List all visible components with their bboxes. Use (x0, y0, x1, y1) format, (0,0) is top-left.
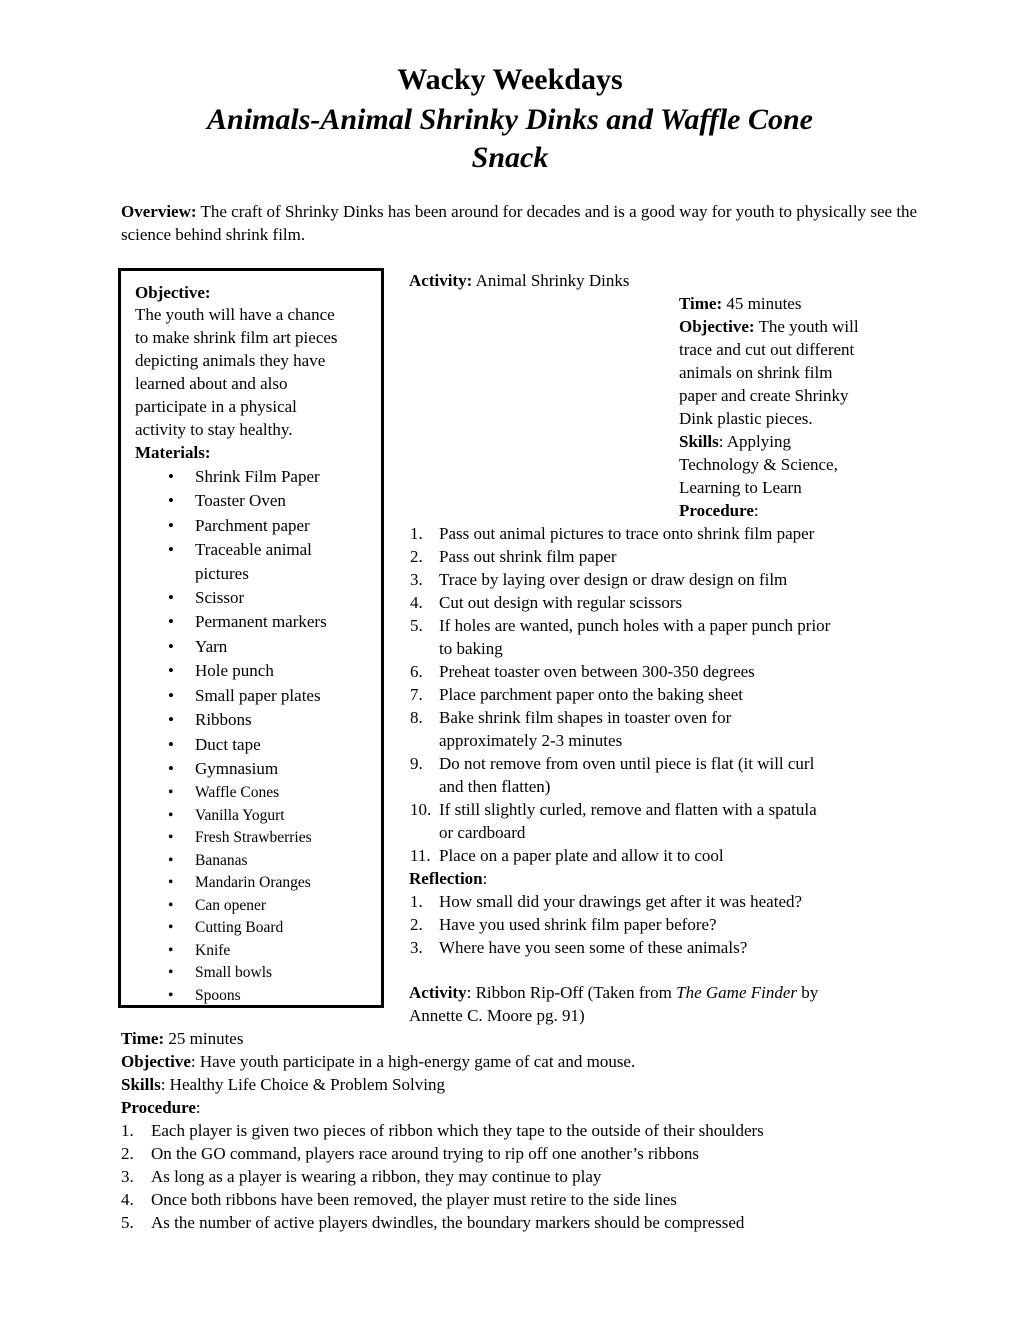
activity1-objective-line: Dink plastic pieces. (679, 409, 813, 428)
activity1-skills-line: Learning to Learn (679, 478, 802, 497)
sidebar-objective-line: activity to stay healthy. (135, 420, 293, 439)
reflection-question: 1. How small did your drawings get after it was heated? (410, 892, 803, 911)
material-item: • Waffle Cones (168, 784, 280, 801)
activity2-procedure-label: Procedure: (121, 1098, 201, 1117)
material-item: • Vanilla Yogurt (168, 807, 285, 824)
activity1-heading: Activity: Animal Shrinky Dinks (409, 271, 630, 290)
material-item: • Ribbons (168, 710, 252, 729)
procedure-step: 9. Do not remove from oven until piece is flat (it will curl (410, 754, 815, 773)
material-item: • Cutting Board (168, 919, 284, 936)
overview-text: The craft of Shrinky Dinks has been around for decades and is a good way for youth to physically see the science behind shrink film. (121, 202, 918, 244)
procedure-step-continued: approximately 2-3 minutes (439, 731, 623, 750)
procedure-step: 2. Pass out shrink film paper (410, 547, 617, 566)
procedure-step: 6. Preheat toaster oven between 300-350 degrees (410, 662, 755, 681)
material-item: • Mandarin Oranges (168, 874, 311, 891)
activity2-heading-continued: Annette C. Moore pg. 91) (409, 1006, 585, 1025)
material-item: • Toaster Oven (168, 491, 286, 510)
overview-paragraph (121, 200, 921, 246)
material-item: • Permanent markers (168, 612, 327, 631)
material-item: • Scissor (168, 588, 245, 607)
procedure-step: 5. As the number of active players dwindles, the boundary markers should be compressed (121, 1213, 745, 1232)
procedure-step: 1. Pass out animal pictures to trace onto shrink film paper (410, 524, 815, 543)
sidebar-objective-line: depicting animals they have (135, 351, 326, 370)
activity2-time: Time: 25 minutes (121, 1029, 244, 1048)
procedure-step: 3. As long as a player is wearing a ribbon, they may continue to play (121, 1167, 602, 1186)
procedure-step: 5. If holes are wanted, punch holes with a paper punch prior (410, 616, 831, 635)
activity1-skills: Skills: Applying (679, 432, 791, 451)
reflection-question: 3. Where have you seen some of these animals? (410, 938, 748, 957)
material-item: • Duct tape (168, 735, 261, 754)
material-item: • Knife (168, 942, 231, 959)
procedure-step: 3. Trace by laying over design or draw design on film (410, 570, 788, 589)
procedure-step: 8. Bake shrink film shapes in toaster oven for (410, 708, 732, 727)
activity1-objective-line: paper and create Shrinky (679, 386, 849, 405)
material-item: • Traceable animal (168, 540, 312, 559)
activity2-objective: Objective: Have youth participate in a high-energy game of cat and mouse. (121, 1052, 636, 1071)
activity1-procedure-label: Procedure: (679, 501, 759, 520)
page-title: Wacky Weekdays (397, 63, 623, 96)
material-item: • Spoons (168, 987, 241, 1004)
procedure-step: 4. Cut out design with regular scissors (410, 593, 683, 612)
book-title: The Game Finder (676, 983, 798, 1002)
procedure-step-continued: to baking (439, 639, 503, 658)
material-item: • Gymnasium (168, 759, 279, 778)
material-item: • Shrink Film Paper (168, 467, 320, 486)
activity1-objective-line: trace and cut out different (679, 340, 855, 359)
sidebar-objective-label: Objective: (135, 283, 211, 302)
sidebar-objective-line: to make shrink film art pieces (135, 328, 338, 347)
activity1-skills-line: Technology & Science, (679, 455, 838, 474)
procedure-step: 7. Place parchment paper onto the baking sheet (410, 685, 743, 704)
material-item: • Bananas (168, 852, 248, 869)
activity1-objective: Objective: The youth will (679, 317, 859, 336)
activity1-objective-line: animals on shrink film (679, 363, 833, 382)
reflection-question: 2. Have you used shrink film paper before? (410, 915, 717, 934)
page-subtitle: Animals-Animal Shrinky Dinks and Waffle Cone (207, 103, 813, 136)
sidebar-objective-line: learned about and also (135, 374, 288, 393)
material-item: • Yarn (168, 637, 228, 656)
material-item: • Hole punch (168, 661, 274, 680)
material-item-continued: pictures (195, 564, 249, 583)
overview-label: Overview: (121, 202, 197, 221)
procedure-step: 11. Place on a paper plate and allow it to cool (410, 846, 724, 865)
material-item: • Parchment paper (168, 516, 310, 535)
procedure-step: 4. Once both ribbons have been removed, the player must retire to the side lines (121, 1190, 677, 1209)
sidebar-objective-line: The youth will have a chance (135, 305, 335, 324)
material-item: • Can opener (168, 897, 267, 914)
material-item: • Small paper plates (168, 686, 321, 705)
procedure-step: 2. On the GO command, players race around trying to rip off one another’s ribbons (121, 1144, 699, 1163)
procedure-step: 1. Each player is given two pieces of ribbon which they tape to the outside of their shoulders (121, 1121, 764, 1140)
reflection-label: Reflection: (409, 869, 488, 888)
procedure-step: 10. If still slightly curled, remove and flatten with a spatula (410, 800, 817, 819)
procedure-step-continued: or cardboard (439, 823, 526, 842)
activity1-time: Time: 45 minutes (679, 294, 802, 313)
procedure-step-continued: and then flatten) (439, 777, 551, 796)
sidebar-objective-line: participate in a physical (135, 397, 297, 416)
page-subtitle-continued: Snack (471, 141, 549, 174)
material-item: • Fresh Strawberries (168, 829, 312, 846)
activity2-skills: Skills: Healthy Life Choice & Problem Solving (121, 1075, 445, 1094)
material-item: • Small bowls (168, 964, 273, 981)
activity2-heading: Activity: Ribbon Rip-Off (Taken from The Game Finder by (409, 983, 819, 1002)
materials-label: Materials: (135, 443, 211, 462)
